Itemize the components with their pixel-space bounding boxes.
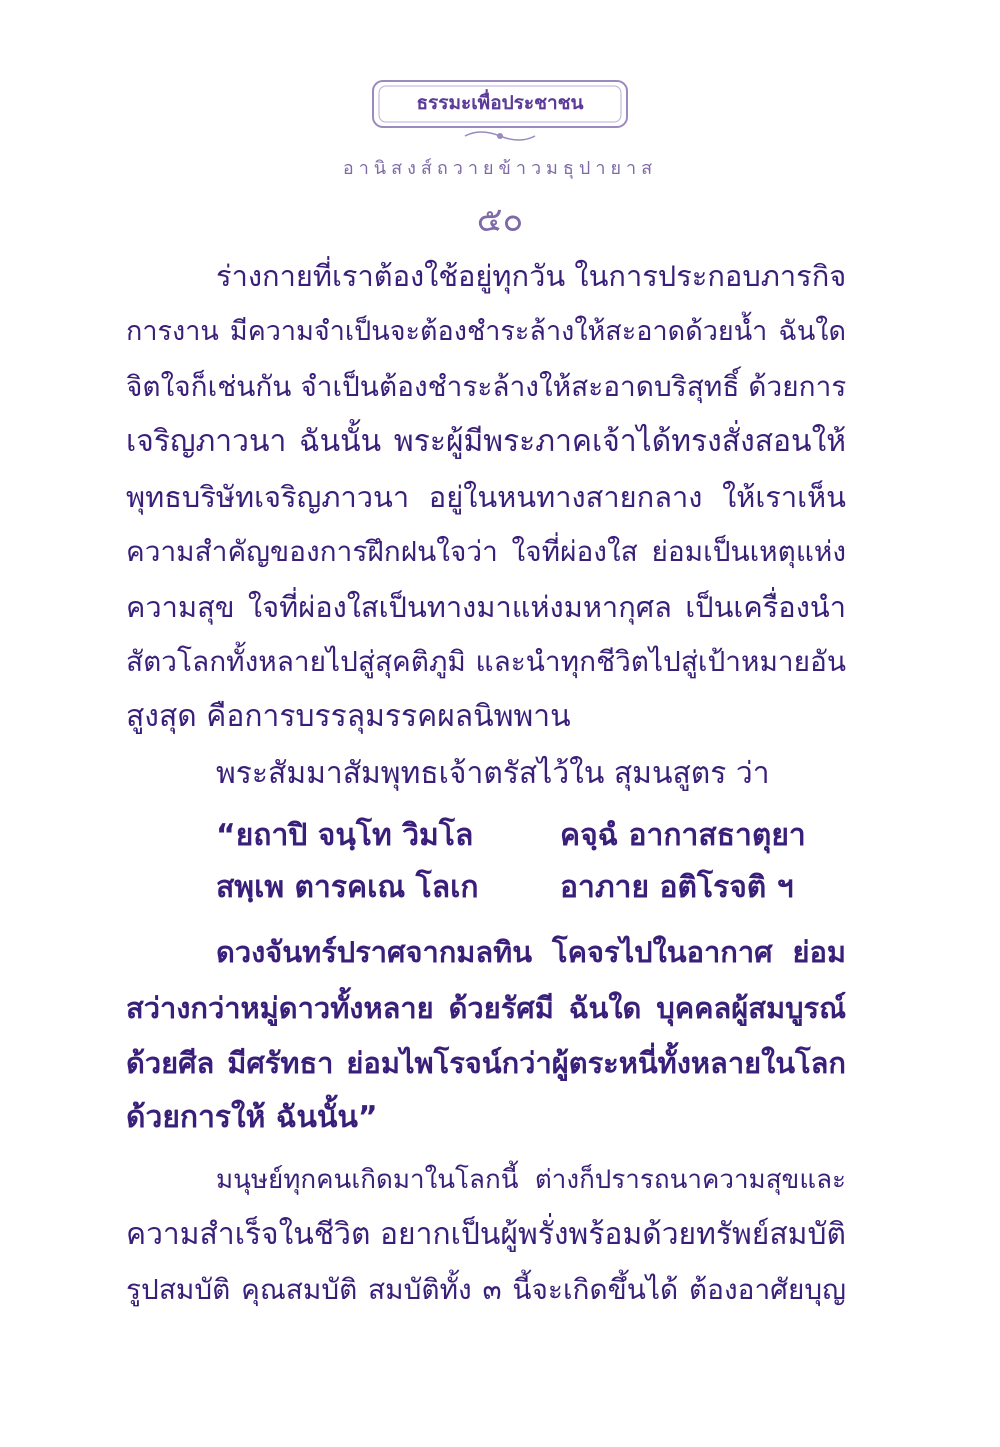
paragraph-line: สัตวโลกทั้งหลายไปสู่สุคติภูมิ และนำทุกชีวิตไปสู่เป้าหมายอัน — [126, 645, 846, 678]
paragraph-line: การงาน มีความจำเป็นจะต้องชำระล้างให้สะอาดด้วยน้ำ ฉันใด — [126, 316, 846, 347]
paragraph-line: เจริญภาวนา ฉันนั้น พระผู้มีพระภาคเจ้าได้ทรงสั่งสอนให้ — [126, 424, 846, 459]
logo-text: ธรรมะเพื่อประชาชน — [416, 92, 584, 114]
sutta-intro: พระสัมมาสัมพุทธเจ้าตรัสไว้ใน สุมนสูตร ว่า — [216, 756, 770, 791]
paragraph-line: รูปสมบัติ คุณสมบัติ สมบัติทั้ง ๓ นี้จะเกิดขึ้นได้ ต้องอาศัยบุญ — [126, 1273, 846, 1306]
translation-line: ดวงจันทร์ปราศจากมลทิน โคจรไปในอากาศ ย่อม — [216, 935, 846, 969]
verse-line-right: คจฺฉํ อากาสธาตุยา — [560, 818, 806, 853]
page-number: ๕๐ — [476, 200, 524, 240]
paragraph-line: มนุษย์ทุกคนเกิดมาในโลกนี้ ต่างก็ปรารถนาความสุขและ — [216, 1165, 846, 1195]
verse-line-right: อาภาย อติโรจติ ฯ — [560, 870, 794, 905]
translation-line: ด้วยศีล มีศรัทธา ย่อมไพโรจน์กว่าผู้ตระหนี่ทั้งหลายในโลก — [126, 1046, 846, 1080]
header-logo — [370, 78, 630, 148]
paragraph-line: พุทธบริษัทเจริญภาวนา อยู่ในหนทางสายกลาง ให้เราเห็น — [126, 480, 846, 514]
translation-line: ด้วยการให้ ฉันนั้น” — [126, 1100, 378, 1135]
verse-line-left: “ยถาปิ จนฺโท วิมโล — [216, 818, 474, 853]
translation-line: สว่างกว่าหมู่ดาวทั้งหลาย ด้วยรัศมี ฉันใด บุคคลผู้สมบูรณ์ — [126, 991, 846, 1025]
page-subtitle: อานิสงส์ถวายข้าวมธุปายาส — [342, 158, 658, 179]
paragraph-line: สูงสุด คือการบรรลุมรรคผลนิพพาน — [126, 699, 571, 734]
paragraph-line: ความสำคัญของการฝึกฝนใจว่า ใจที่ผ่องใส ย่อมเป็นเหตุแห่ง — [126, 535, 846, 568]
paragraph-line: ความสุข ใจที่ผ่องใสเป็นทางมาแห่งมหากุศล เป็นเครื่องนำ — [126, 590, 846, 624]
paragraph-line: ร่างกายที่เราต้องใช้อยู่ทุกวัน ในการประกอบภารกิจ — [216, 259, 847, 293]
paragraph-line: ความสำเร็จในชีวิต อยากเป็นผู้พรั่งพร้อมด้วยทรัพย์สมบัติ — [126, 1217, 846, 1252]
paragraph-line: จิตใจก็เช่นกัน จำเป็นต้องชำระล้างให้สะอาดบริสุทธิ์ ด้วยการ — [126, 370, 847, 403]
verse-line-left: สพฺเพ ตารคเณ โลเก — [216, 870, 479, 905]
